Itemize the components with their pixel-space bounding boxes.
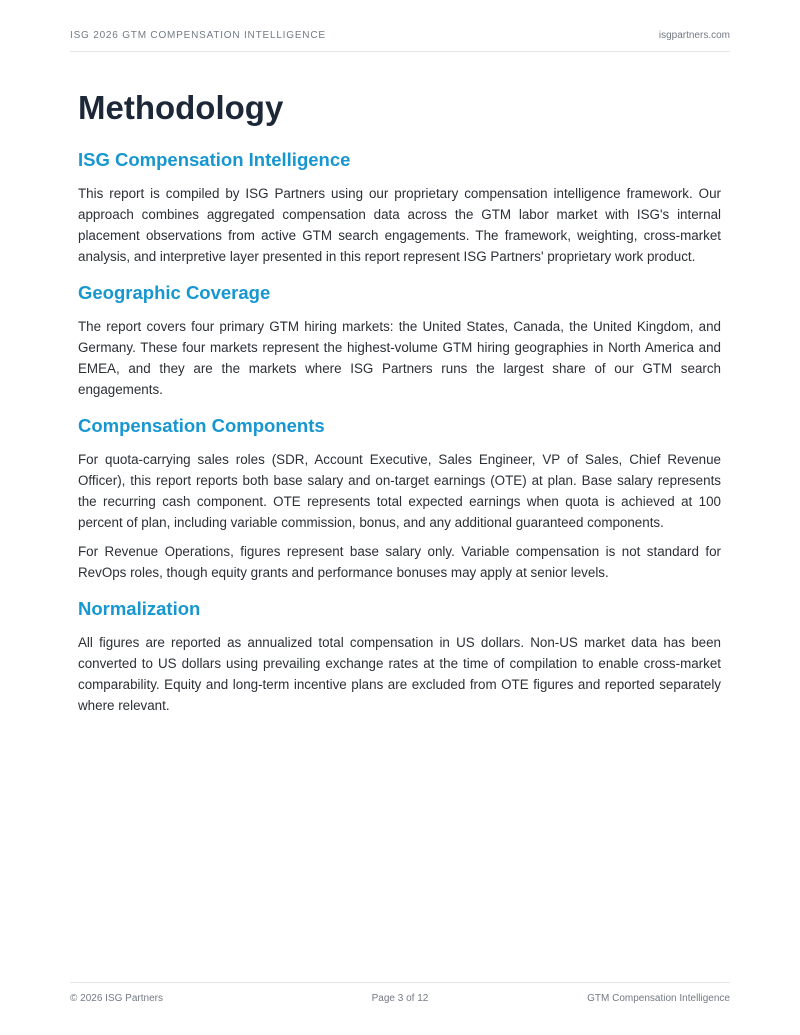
page-header [70,26,730,52]
section-compensation-components [78,414,721,583]
section-paragraph: This report is compiled by ISG Partners using our proprietary compensation intelligence framework. Our approach combines aggregated compensation data across the GTM labor market with ISG's internal placement observations from active GTM search engagements. The framework, weighting, cross-market analysis, and interpretive layer presented in this report represent ISG Partners' proprietary work product. [78,186,721,264]
section-geographic-coverage [78,281,721,400]
document-content [78,88,721,730]
section-normalization [78,597,721,716]
page-number: Page 3 of 12 [371,993,429,1004]
section-heading: ISG Compensation Intelligence [78,149,351,170]
page-footer [70,982,730,1004]
section-heading: Normalization [78,598,201,619]
section-heading: Compensation Components [78,415,325,436]
page-title: Methodology [78,89,284,126]
report-name: GTM Compensation Intelligence [587,993,730,1004]
section-heading: Geographic Coverage [78,282,271,303]
section-isg-compensation-intelligence [78,148,721,267]
section-paragraph: All figures are reported as annualized total compensation in US dollars. Non-US market data has been converted to US dollars using prevailing exchange rates at the time of compilation to enable cross-market comparability. Equity and long-term incentive plans are excluded from OTE figures and reported separately where relevant. [78,635,721,713]
report-title: ISG 2026 GTM COMPENSATION INTELLIGENCE [70,30,326,41]
section-paragraph: The report covers four primary GTM hiring markets: the United States, Canada, the United Kingdom, and Germany. These four markets represent the highest-volume GTM hiring geographies in North America and EMEA, and they are the markets where ISG Partners runs the largest share of our GTM search engagements. [78,319,721,397]
section-paragraph: For Revenue Operations, figures represent base salary only. Variable compensation is not standard for RevOps roles, though equity grants and performance bonuses may apply at senior levels. [78,544,721,580]
section-paragraph: For quota-carrying sales roles (SDR, Account Executive, Sales Engineer, VP of Sales, Chief Revenue Officer), this report reports both base salary and on-target earnings (OTE) at plan. Base salary represents the recurring cash component. OTE represents total expected earnings when quota is achieved at 100 percent of plan, including variable commission, bonus, and any additional guaranteed components. [78,452,721,530]
website-link[interactable]: isgpartners.com [658,30,730,41]
copyright-text: © 2026 ISG Partners [70,993,163,1004]
